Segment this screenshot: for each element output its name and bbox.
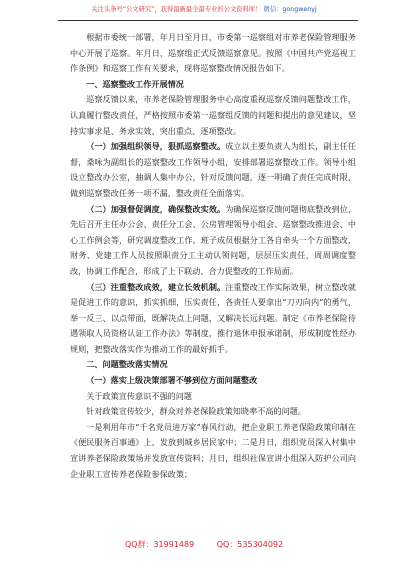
header-rule [58, 20, 358, 21]
footer-contact [0, 539, 408, 550]
header-wechat-id: 微信：gongwenyj [263, 6, 317, 13]
subsection-3-paragraph [70, 280, 356, 358]
footer-qq: QQ：535304092 [216, 540, 284, 549]
footer-qq-group: QQ群：31991489 [124, 540, 195, 549]
subsection-3-text: 注重整改工作实际效果，树立整改就是促进工作的意识，抓实抓细，压实责任，各责任人要拿出“刀刃向内”的勇气，举一反三、以点带面，既解决点上问题，又解决长远问题。制定《市养老保险待遇领取人员资格认证工作办法》等制度，推行退休申报承诺制，形成制度性经办规则，把整改落实作为推动工作的最好抓手。 [70, 281, 356, 354]
issue-title: 关于政策宣传意识不强的问题 [86, 390, 193, 401]
section-1-paragraph: 巡察反馈以来，市养老保险管理服务中心高度重视巡察反馈问题整改工作，认真履行整改责任，严格按照市委第一巡察组反馈的问题和提出的意见建议，坚持实事求是、务求实效、突出重点、逐项整改。 [70, 94, 356, 136]
section-heading-2: 二、问题整改落实情况 [86, 359, 168, 370]
header-banner [0, 6, 408, 14]
section-heading-1: 一、巡察整改工作开展情况 [86, 78, 184, 89]
subsection-3-title: （三）注重整改成效，建立长效机制。 [86, 281, 226, 292]
measures-paragraph: 一是利用年市“千名党员进万家”春风行动，把企业职工养老保险政策印制在《便民服务百事通》上，发放到城乡居民家中；二是月日，组织党员深入村集中宣讲养老保险政策场并发放宣传资料；月日，组织社保宣讲小组深入防护公司向企业职工宣传养老保险参保政策； [70, 421, 356, 479]
document-body [70, 30, 356, 482]
subsection-2-text: 为确保巡察反馈问题彻底整改到位，先后召开主任办公会、责任分工会、公房管理领导小组会、巡察整改推进会、中心工作例会等，研究调度整改工作。班子成员根据分工各自牵头一个方面整改，财务、党建工作人员按照职责分工主动认领问题，层层压实责任，周周调度整改，协调工作配合，形成了上下联动、合力促整改的工作局面。 [70, 203, 356, 276]
subsection-2-title: （二）加强督促调度，确保整改实效。 [86, 203, 226, 214]
subsection-1-paragraph [70, 139, 356, 201]
subsection-1-title: （一）加强组织领导，狠抓巡察整改。 [86, 141, 226, 152]
intro-paragraph: 根据市委统一部署，年月日至月日，市委第一巡察组对市养老保险管理服务中心开展了巡察。年月日，巡察组正式反馈巡察意见。按照《中国共产党巡视工作条例》和巡察工作有关要求，现将巡察整改情况报告如下。 [70, 32, 356, 74]
subsection-2-paragraph [70, 202, 356, 280]
header-promo-text: 关注头条号“公文研究”，获得最新最全最专业的公文资料库！ [91, 6, 262, 13]
subsection-4-title: （一）落实上级决策部署不够到位方面问题整改 [86, 375, 258, 386]
issue-description: 针对政策宣传较少，群众对养老保险政策知晓率不高的问题。 [86, 406, 307, 417]
subsection-1-text: 成立以主要负责人为组长，副主任任督，桑咏为副组长的巡察整改工作领导小组，安排部署巡察整改工作。领导小组设立整改办公室，抽调人集中办公，针对反馈问题，逐一明确了责任完成时限，做到巡察整改任务一项不漏，整改责任全面落实。 [70, 141, 356, 198]
